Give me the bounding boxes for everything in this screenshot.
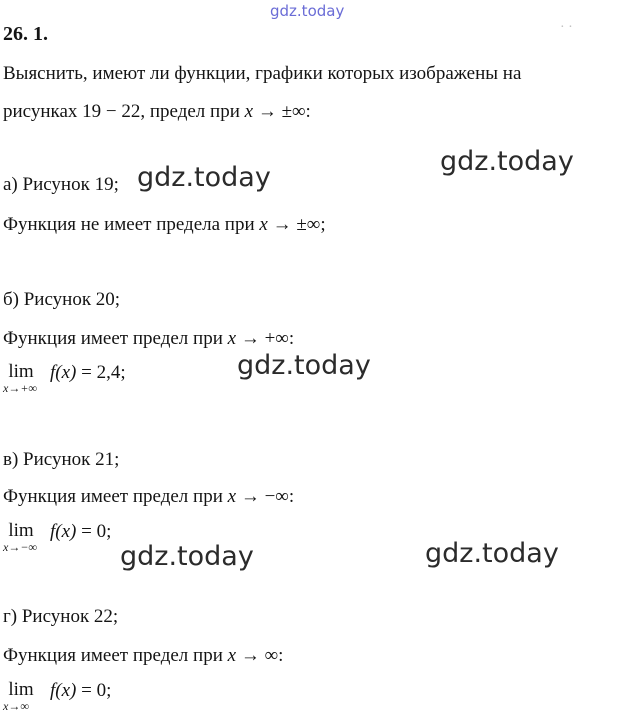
part-b-statement [3,329,294,348]
part-b-lim-rest: = 2,4; [76,362,126,383]
watermark: gdz.today [120,541,254,572]
watermark: gdz.today [425,538,559,569]
part-a-label: а) Рисунок 19; [3,174,119,195]
part-c-statement [3,487,294,506]
part-c-limit-operator [3,521,39,553]
task-line-1: Выяснить, имеют ли функции, графики которых изображены на [3,63,522,84]
watermark: gdz.today [137,162,271,193]
part-b-statement-var: x [227,328,237,349]
part-c-label: в) Рисунок 21; [3,449,120,470]
part-b-label: б) Рисунок 20; [3,289,121,310]
part-b-lim-op: lim [8,361,34,382]
part-d-limit-expression [50,681,111,700]
problem-number: 26. 1. [3,23,48,45]
part-d-label: г) Рисунок 22; [3,606,119,627]
part-b-lim-sub: x→+∞ [3,381,37,395]
part-c-lim-rest: = 0; [76,521,112,542]
part-b-limit-operator [3,362,39,394]
part-a-statement-prefix: Функция не имеет предела при [3,214,260,235]
task-line-2-var: x [244,101,254,122]
task-line-2-prefix: рисунках 19 − 22, предел при [3,101,245,122]
part-a-statement-var: x [259,214,268,235]
watermark: gdz.today [237,350,371,381]
part-d-statement-var: x [227,645,237,666]
watermark: gdz.today [440,146,574,177]
part-d-limit-operator [3,680,39,712]
part-b-limit-expression [50,363,126,382]
part-d-lim-sub: x→∞ [3,699,29,713]
part-d-lim-func: f(x) [50,680,77,701]
part-c-lim-func: f(x) [50,521,77,542]
part-c-statement-suffix: → −∞: [236,486,295,507]
part-d-lim-op: lim [8,679,34,700]
part-d-statement [3,646,283,665]
corner-mark: · · [560,20,573,35]
part-d-statement-suffix: → ∞: [236,645,284,666]
part-c-statement-var: x [227,486,237,507]
task-line-2-suffix: → ±∞: [253,101,311,122]
part-a-statement-suffix: → ±∞; [267,214,326,235]
task-line-2 [3,102,311,121]
part-c-lim-op: lim [8,520,34,541]
part-c-limit-expression [50,522,111,541]
part-d-lim-rest: = 0; [76,680,112,701]
part-a-statement [3,215,326,234]
part-c-lim-sub: x→−∞ [3,540,37,554]
watermark-top: gdz.today [270,2,345,20]
part-b-statement-suffix: → +∞: [236,328,295,349]
part-c-statement-prefix: Функция имеет предел при [3,486,228,507]
part-d-statement-prefix: Функция имеет предел при [3,645,228,666]
part-b-lim-func: f(x) [50,362,77,383]
part-b-statement-prefix: Функция имеет предел при [3,328,228,349]
